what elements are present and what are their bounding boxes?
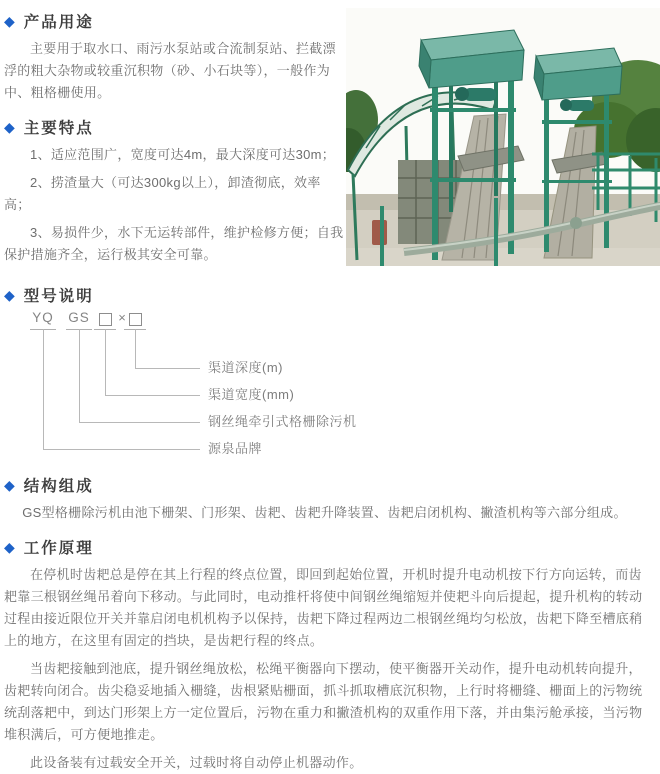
section-title: 结构组成 [23,478,94,495]
connector-line [135,329,136,368]
section-title: 主要特点 [23,120,94,137]
section-title: 型号说明 [23,288,94,305]
diamond-bullet-icon: ◆ [4,539,15,555]
feature-item: 2、捞渣量大（可达300kg以上），卸渣彻底，效率高； [4,175,321,212]
structure-paragraph: GS型格栅除污机由池下栅架、门形架、齿耙、齿耙升降装置、齿耙启闭机构、撇渣机构等六部分组成。 [22,505,627,520]
section-heading-features [4,116,344,138]
connector-line [105,329,106,395]
diamond-bullet-icon: ◆ [4,119,15,135]
principle-paragraph: 此设备装有过载安全开关，过载时将自动停止机器动作。 [30,755,363,770]
connector-line [79,422,200,423]
principle-paragraph: 当齿耙接触到池底，提升钢丝绳放松，松绳平衡器向下摆动，使平衡器开关动作，提升电动机转向提升，齿耙转向闭合。齿尖稳妥地插入栅缝，齿根紧贴栅面，抓斗抓取槽底沉积物，上行时将栅缝、栅面上的污物统统刮落耙中，到达门形架上方一定位置后，污物在重力和撇渣机构的双重作用下落，并由集污舱承接，当污物堆积满后，可方便地推走。 [4,661,643,742]
connector-line [135,368,200,369]
top-row [4,8,654,272]
diamond-bullet-icon: ◆ [4,477,15,493]
diamond-bullet-icon: ◆ [4,13,15,29]
feature-item: 1、适应范围广，宽度可达4m，最大深度可达30m； [30,147,336,162]
section-heading-model [4,284,654,306]
usage-paragraph: 主要用于取水口、雨污水泵站或合流制泵站、拦截漂浮的粗大杂物或较重沉积物（砂、小石块等），一般作为中、粗格栅使用。 [4,41,336,100]
model-code-diagram [30,310,500,462]
connector-line [79,329,80,422]
feature-item: 3、易损件少，水下无运转部件，维护检修方便；自我保护措施齐全，运行极其安全可靠。 [4,225,344,262]
section-heading-structure [4,474,650,496]
left-column [4,8,344,272]
section-title: 产品用途 [23,14,94,31]
section-heading-usage [4,10,344,32]
model-code-type: GS [66,310,92,330]
model-label-brand: 源泉品牌 [208,441,263,456]
placeholder-box-icon [129,313,142,326]
equipment-photo [346,8,660,271]
connector-line [43,449,200,450]
principle-paragraph: 在停机时齿耙总是停在其上行程的终点位置，即回到起始位置，开机时提升电动机按下行方向运转，而齿耙靠三根钢丝绳吊着向下移动。与此同时，电动推杆将使中间钢丝绳缩短并使耙斗向后提起，提升机构的转动过程由接近限位开关并靠启闭电机机构予以保持，齿耙下降过程两边二根钢丝绳均匀松放，齿耙下降至槽底稍上的地方，在这里有固定的挡块，是齿耙行程的终点。 [4,567,643,648]
model-label-width: 渠道宽度(mm) [208,387,295,402]
model-label-depth: 渠道深度(m) [208,360,283,375]
diamond-bullet-icon: ◆ [4,287,15,303]
bottom-sections [4,474,654,774]
photo-ground [346,194,660,266]
model-code-brand: YQ [30,310,56,330]
placeholder-box-icon [99,313,112,326]
section-heading-principle [4,536,650,558]
section-title: 工作原理 [23,540,94,557]
connector-line [43,329,44,449]
model-box-width [94,310,116,330]
connector-line [105,395,200,396]
model-label-type: 钢丝绳牵引式格栅除污机 [208,414,357,429]
model-code-times: × [118,310,126,325]
model-box-depth [124,310,146,330]
